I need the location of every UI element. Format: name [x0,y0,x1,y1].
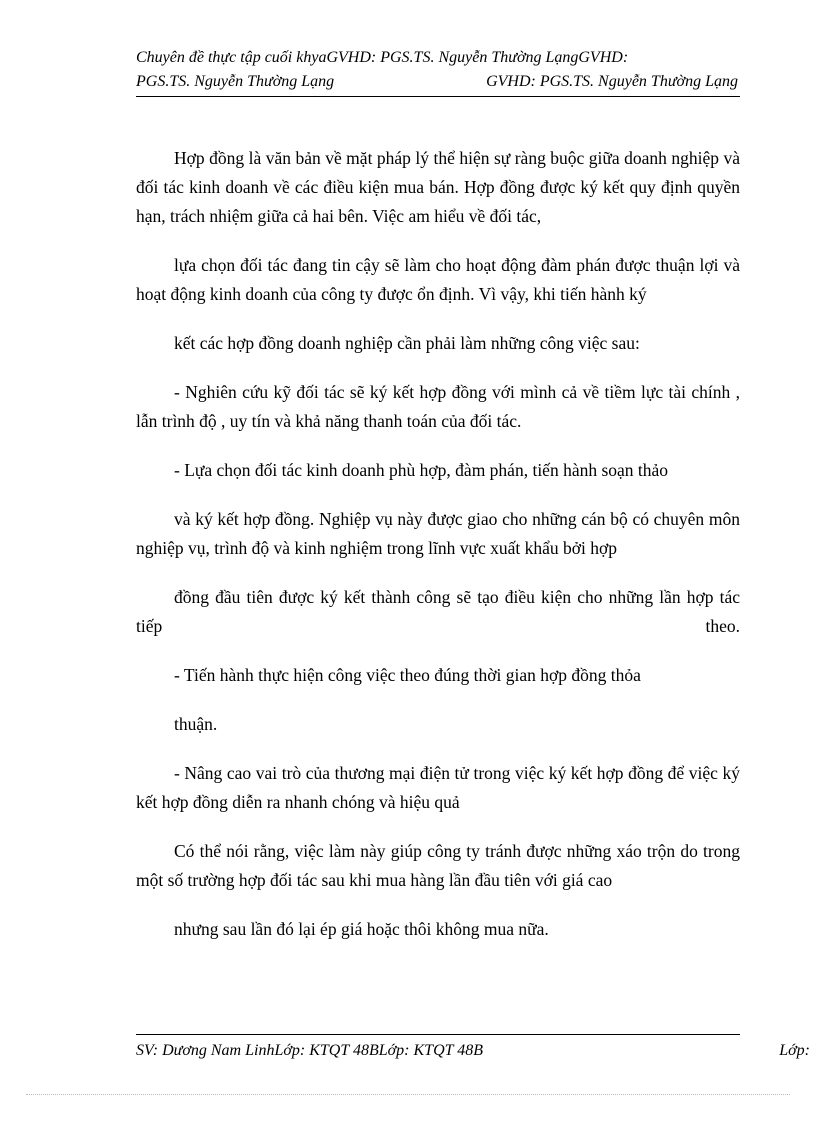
paragraph: Hợp đồng là văn bản về mặt pháp lý thể hiện sự ràng buộc giữa doanh nghiệp và đối tác kinh doanh về các điều kiện mua bán. Hợp đồng được ký kết quy định quyền hạn, trách nhiệm giữa cả hai bên. Việc am hiểu về đối tác, [136,148,740,226]
paragraph: và ký kết hợp đồng. Nghiệp vụ này được giao cho những cán bộ có chuyên môn nghiệp vụ, trình độ và kinh nghiệm trong lĩnh vực xuất khẩu bởi hợp [136,509,740,558]
header-line-2-left: PGS.TS. Nguyễn Thường Lạng [136,73,335,90]
paragraph: - Nâng cao vai trò của thương mại điện tử trong việc ký kết hợp đồng để việc ký kết hợp đồng diễn ra nhanh chóng và hiệu quả [136,763,740,812]
page-header [136,46,740,94]
header-divider [136,96,740,97]
paragraph: đồng đầu tiên được ký kết thành công sẽ tạo điều kiện cho những lần hợp tác tiếp theo. [136,587,740,636]
paragraph: kết các hợp đồng doanh nghiệp cần phải làm những công việc sau: [174,333,640,353]
footer-right-text: Lớp: [779,1042,810,1059]
paragraph: - Nghiên cứu kỹ đối tác sẽ ký kết hợp đồng với mình cả về tiềm lực tài chính , lẫn trình độ , uy tín và khả năng thanh toán của đối tác. [136,382,740,431]
paragraph: Có thể nói rằng, việc làm này giúp công ty tránh được những xáo trộn do trong một số trường hợp đối tác sau khi mua hàng lần đầu tiên với giá cao [136,841,740,890]
header-line-2 [136,70,740,94]
footer-divider [136,1034,740,1035]
paragraph: - Tiến hành thực hiện công việc theo đúng thời gian hợp đồng thỏa [174,665,641,685]
header-line-1: Chuyên đề thực tập cuối khyaGVHD: PGS.TS. Nguyễn Thường LạngGVHD: [136,49,629,66]
paragraph: - Lựa chọn đối tác kinh doanh phù hợp, đàm phán, tiến hành soạn thảo [174,460,669,480]
paragraph: thuận. [174,714,218,734]
paragraph: lựa chọn đối tác đang tin cậy sẽ làm cho hoạt động đàm phán được thuận lợi và hoạt động kinh doanh của công ty được ổn định. Vì vậy, khi tiến hành ký [136,255,740,304]
footer-left-text: SV: Dương Nam LinhLớp: KTQT 48BLớp: KTQT 48B [136,1042,483,1059]
page-bottom-dotted-line [26,1094,790,1095]
document-body [136,144,740,944]
header-line-2-right: GVHD: PGS.TS. Nguyễn Thường Lạng [486,73,738,90]
paragraph: nhưng sau lần đó lại ép giá hoặc thôi không mua nữa. [174,919,549,939]
